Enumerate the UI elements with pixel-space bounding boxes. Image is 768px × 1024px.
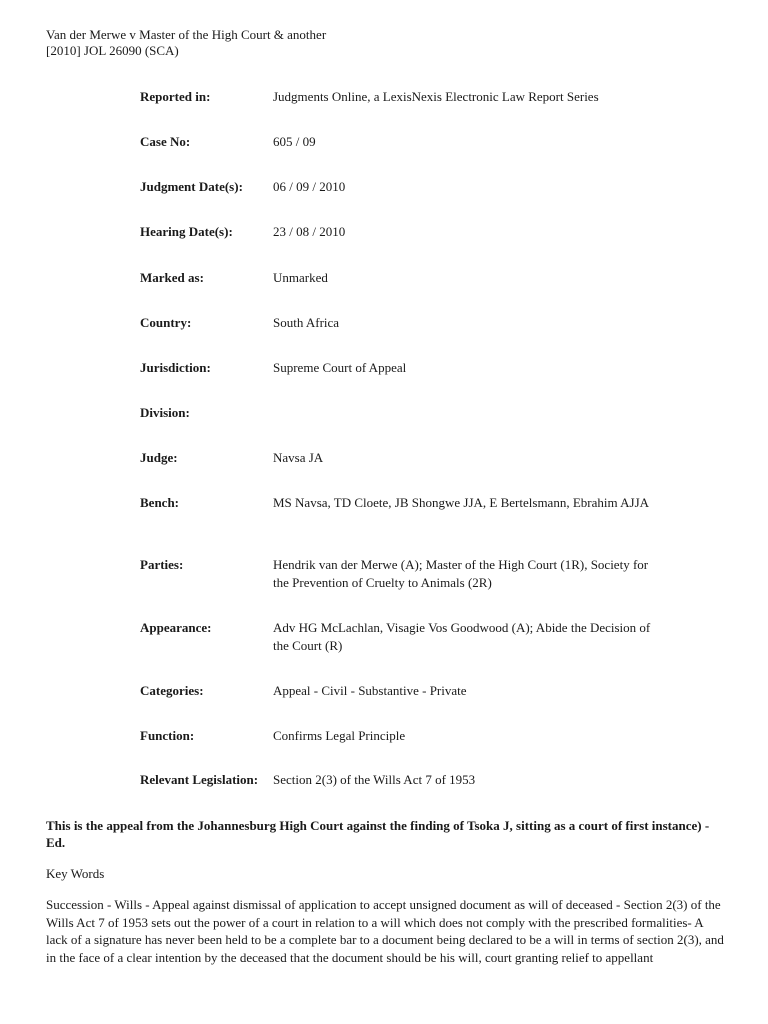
document-header	[46, 27, 326, 59]
meta-label: Appearance:	[140, 620, 212, 635]
meta-label: Reported in:	[140, 89, 211, 104]
key-words-heading: Key Words	[46, 866, 105, 881]
meta-label: Categories:	[140, 683, 204, 698]
case-citation: [2010] JOL 26090 (SCA)	[46, 43, 179, 58]
meta-label: Judgment Date(s):	[140, 179, 243, 194]
meta-value: Section 2(3) of the Wills Act 7 of 1953	[273, 772, 476, 787]
meta-label: Jurisdiction:	[140, 360, 211, 375]
meta-value: 605 / 09	[273, 134, 316, 149]
meta-value: Appeal - Civil - Substantive - Private	[273, 683, 467, 698]
meta-label: Bench:	[140, 495, 179, 510]
meta-value: Navsa JA	[273, 450, 324, 465]
meta-value: South Africa	[273, 315, 340, 330]
meta-value: Confirms Legal Principle	[273, 728, 406, 743]
meta-label: Hearing Date(s):	[140, 224, 233, 239]
meta-label: Marked as:	[140, 270, 204, 285]
editor-intro-note: This is the appeal from the Johannesburg High Court against the finding of Tsoka J, sitting as a court of first instance) - Ed.	[46, 818, 710, 850]
meta-label: Parties:	[140, 557, 184, 572]
meta-label: Relevant Legislation:	[140, 772, 259, 787]
meta-value: Adv HG McLachlan, Visagie Vos Goodwood (A); Abide the Decision of the Court (R)	[273, 620, 651, 653]
meta-label: Function:	[140, 728, 195, 743]
key-words-summary: Succession - Wills - Appeal against dismissal of application to accept unsigned document as will of deceased - Section 2(3) of the Wills Act 7 of 1953 sets out the power of a court in relation to a will which does not comply with the prescribed formalities- A lack of a signature has never been held to be a complete bar to a document being declared to be a will in terms of section 2(3), and in the face of a clear intention by the deceased that the document should be his will, court granting relief to appellant	[46, 897, 724, 965]
meta-label: Judge:	[140, 450, 178, 465]
meta-value: MS Navsa, TD Cloete, JB Shongwe JJA, E Bertelsmann, Ebrahim AJJA	[273, 495, 650, 510]
meta-value: Supreme Court of Appeal	[273, 360, 407, 375]
meta-value: Judgments Online, a LexisNexis Electronic Law Report Series	[273, 89, 599, 104]
meta-label: Division:	[140, 405, 190, 420]
meta-label: Case No:	[140, 134, 191, 149]
meta-value: Unmarked	[273, 270, 328, 285]
case-title: Van der Merwe v Master of the High Court & another	[46, 27, 327, 42]
meta-value: 23 / 08 / 2010	[273, 224, 346, 239]
meta-label: Country:	[140, 315, 192, 330]
meta-value: 06 / 09 / 2010	[273, 179, 346, 194]
meta-value: Hendrik van der Merwe (A); Master of the High Court (1R), Society for the Prevention of Cruelty to Animals (2R)	[273, 557, 649, 590]
